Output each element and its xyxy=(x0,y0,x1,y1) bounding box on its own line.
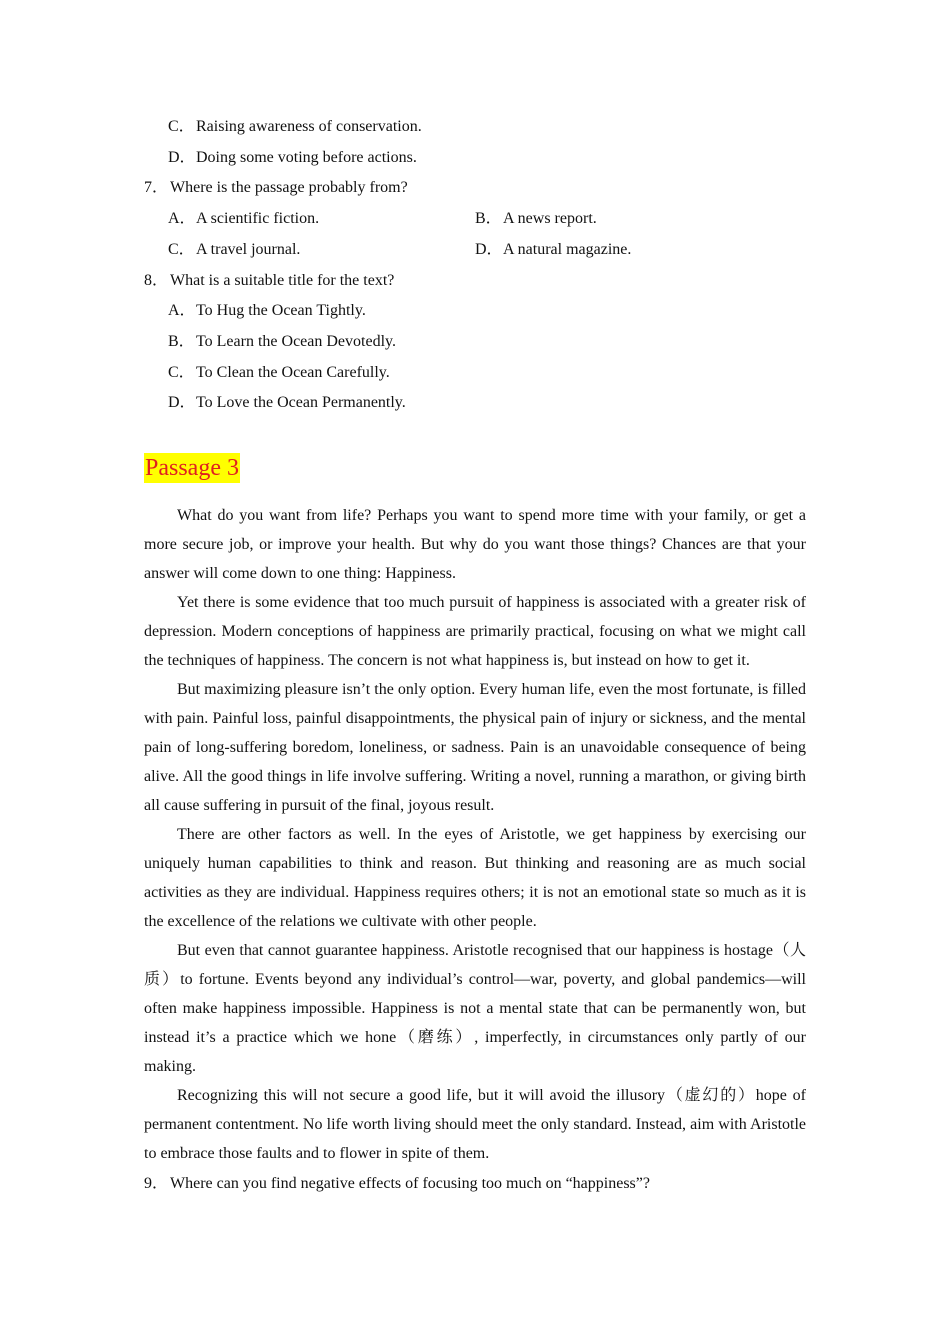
option-label: B． xyxy=(168,332,195,350)
q7-option-a xyxy=(144,204,475,235)
passage-paragraph-3: But maximizing pleasure isn’t the only option. Every human life, even the most fortunate, is filled with pain. Painful loss, painful disappointments, the physical pain of injury or sickness, and the mental pain of long-suffering boredom, loneliness, or sadness. Pain is an unavoidable consequence of being alive. All the good things in life involve suffering. Writing a novel, running a marathon, or giving birth all cause suffering in pursuit of the final, joyous result. xyxy=(144,681,806,815)
question-text: Where can you find negative effects of focusing too much on “happiness”? xyxy=(170,1175,650,1193)
question-number: 9． xyxy=(144,1175,169,1193)
option-text: A travel journal. xyxy=(196,240,301,258)
option-text: Raising awareness of conservation. xyxy=(196,118,422,135)
option-text: A natural magazine. xyxy=(503,240,632,258)
option-label: A． xyxy=(168,210,196,228)
q7-options-row-1 xyxy=(144,204,806,235)
option-text: To Hug the Ocean Tightly. xyxy=(196,302,366,320)
q7-option-c xyxy=(144,235,475,266)
passage-paragraph-2: Yet there is some evidence that too much pursuit of happiness is associated with a greater risk of depression. Modern conceptions of happiness are primarily practical, focusing on what we might call the techniques of happiness. The concern is not what happiness is, but instead on how to get it. xyxy=(144,594,806,670)
question-number: 8． xyxy=(144,271,169,289)
q8-option-a xyxy=(144,296,806,327)
option-label: D． xyxy=(475,240,503,258)
option-label: C． xyxy=(168,118,195,135)
option-text: To Love the Ocean Permanently. xyxy=(196,394,406,412)
question-number: 7． xyxy=(144,179,169,197)
passage-paragraph-4: There are other factors as well. In the eyes of Aristotle, we get happiness by exercising our uniquely human capabilities to think and reason. But thinking and reasoning are as much social activities as they are individual. Happiness requires others; it is not an emotional state so much as it is the excellence of the relations we cultivate with other people. xyxy=(144,826,806,931)
q8-option-c xyxy=(144,358,806,389)
option-label: D． xyxy=(168,148,196,166)
q7-option-b xyxy=(475,204,597,235)
passage-title: Passage 3 xyxy=(145,455,239,482)
q7-stem xyxy=(144,173,806,204)
q7-option-d xyxy=(475,235,631,266)
q8-stem xyxy=(144,266,806,297)
q6-option-c xyxy=(144,112,806,143)
q9-stem xyxy=(144,1169,806,1198)
option-text: To Learn the Ocean Devotedly. xyxy=(196,332,396,350)
passage-paragraph-1: What do you want from life? Perhaps you want to spend more time with your family, or get a more secure job, or improve your health. But why do you want those things? Chances are that your answer will come down to one thing: Happiness. xyxy=(144,507,806,583)
option-label: B． xyxy=(475,210,502,228)
q8-option-b xyxy=(144,327,806,358)
passage-paragraph-5: But even that cannot guarantee happiness. Aristotle recognised that our happiness is hostage（人质）to fortune. Events beyond any individual’s control—war, poverty, and global pandemics—will often make happiness impossible. Happiness is not a mental state that can be permanently won, but instead it’s a practice which we hone（磨练）, imperfectly, in circumstances only partly of our making. xyxy=(144,942,806,1076)
option-text: Doing some voting before actions. xyxy=(196,148,417,166)
question-text: Where is the passage probably from? xyxy=(170,179,408,197)
option-label: C． xyxy=(168,363,195,381)
passage-paragraph-6: Recognizing this will not secure a good life, but it will avoid the illusory（虚幻的）hope of permanent contentment. No life worth living should meet the only standard. Instead, aim with Aristotle to embrace those faults and to flower in spite of them. xyxy=(144,1087,806,1163)
q6-option-d xyxy=(144,143,806,174)
question-text: What is a suitable title for the text? xyxy=(170,271,395,289)
option-label: D． xyxy=(168,394,196,412)
option-label: A． xyxy=(168,302,196,320)
document-page xyxy=(144,112,806,1198)
option-text: A scientific fiction. xyxy=(196,210,320,228)
option-label: C． xyxy=(168,240,195,258)
option-text: A news report. xyxy=(503,210,597,228)
option-text: To Clean the Ocean Carefully. xyxy=(196,363,390,381)
q7-options-row-2 xyxy=(144,235,806,266)
q8-option-d xyxy=(144,388,806,419)
